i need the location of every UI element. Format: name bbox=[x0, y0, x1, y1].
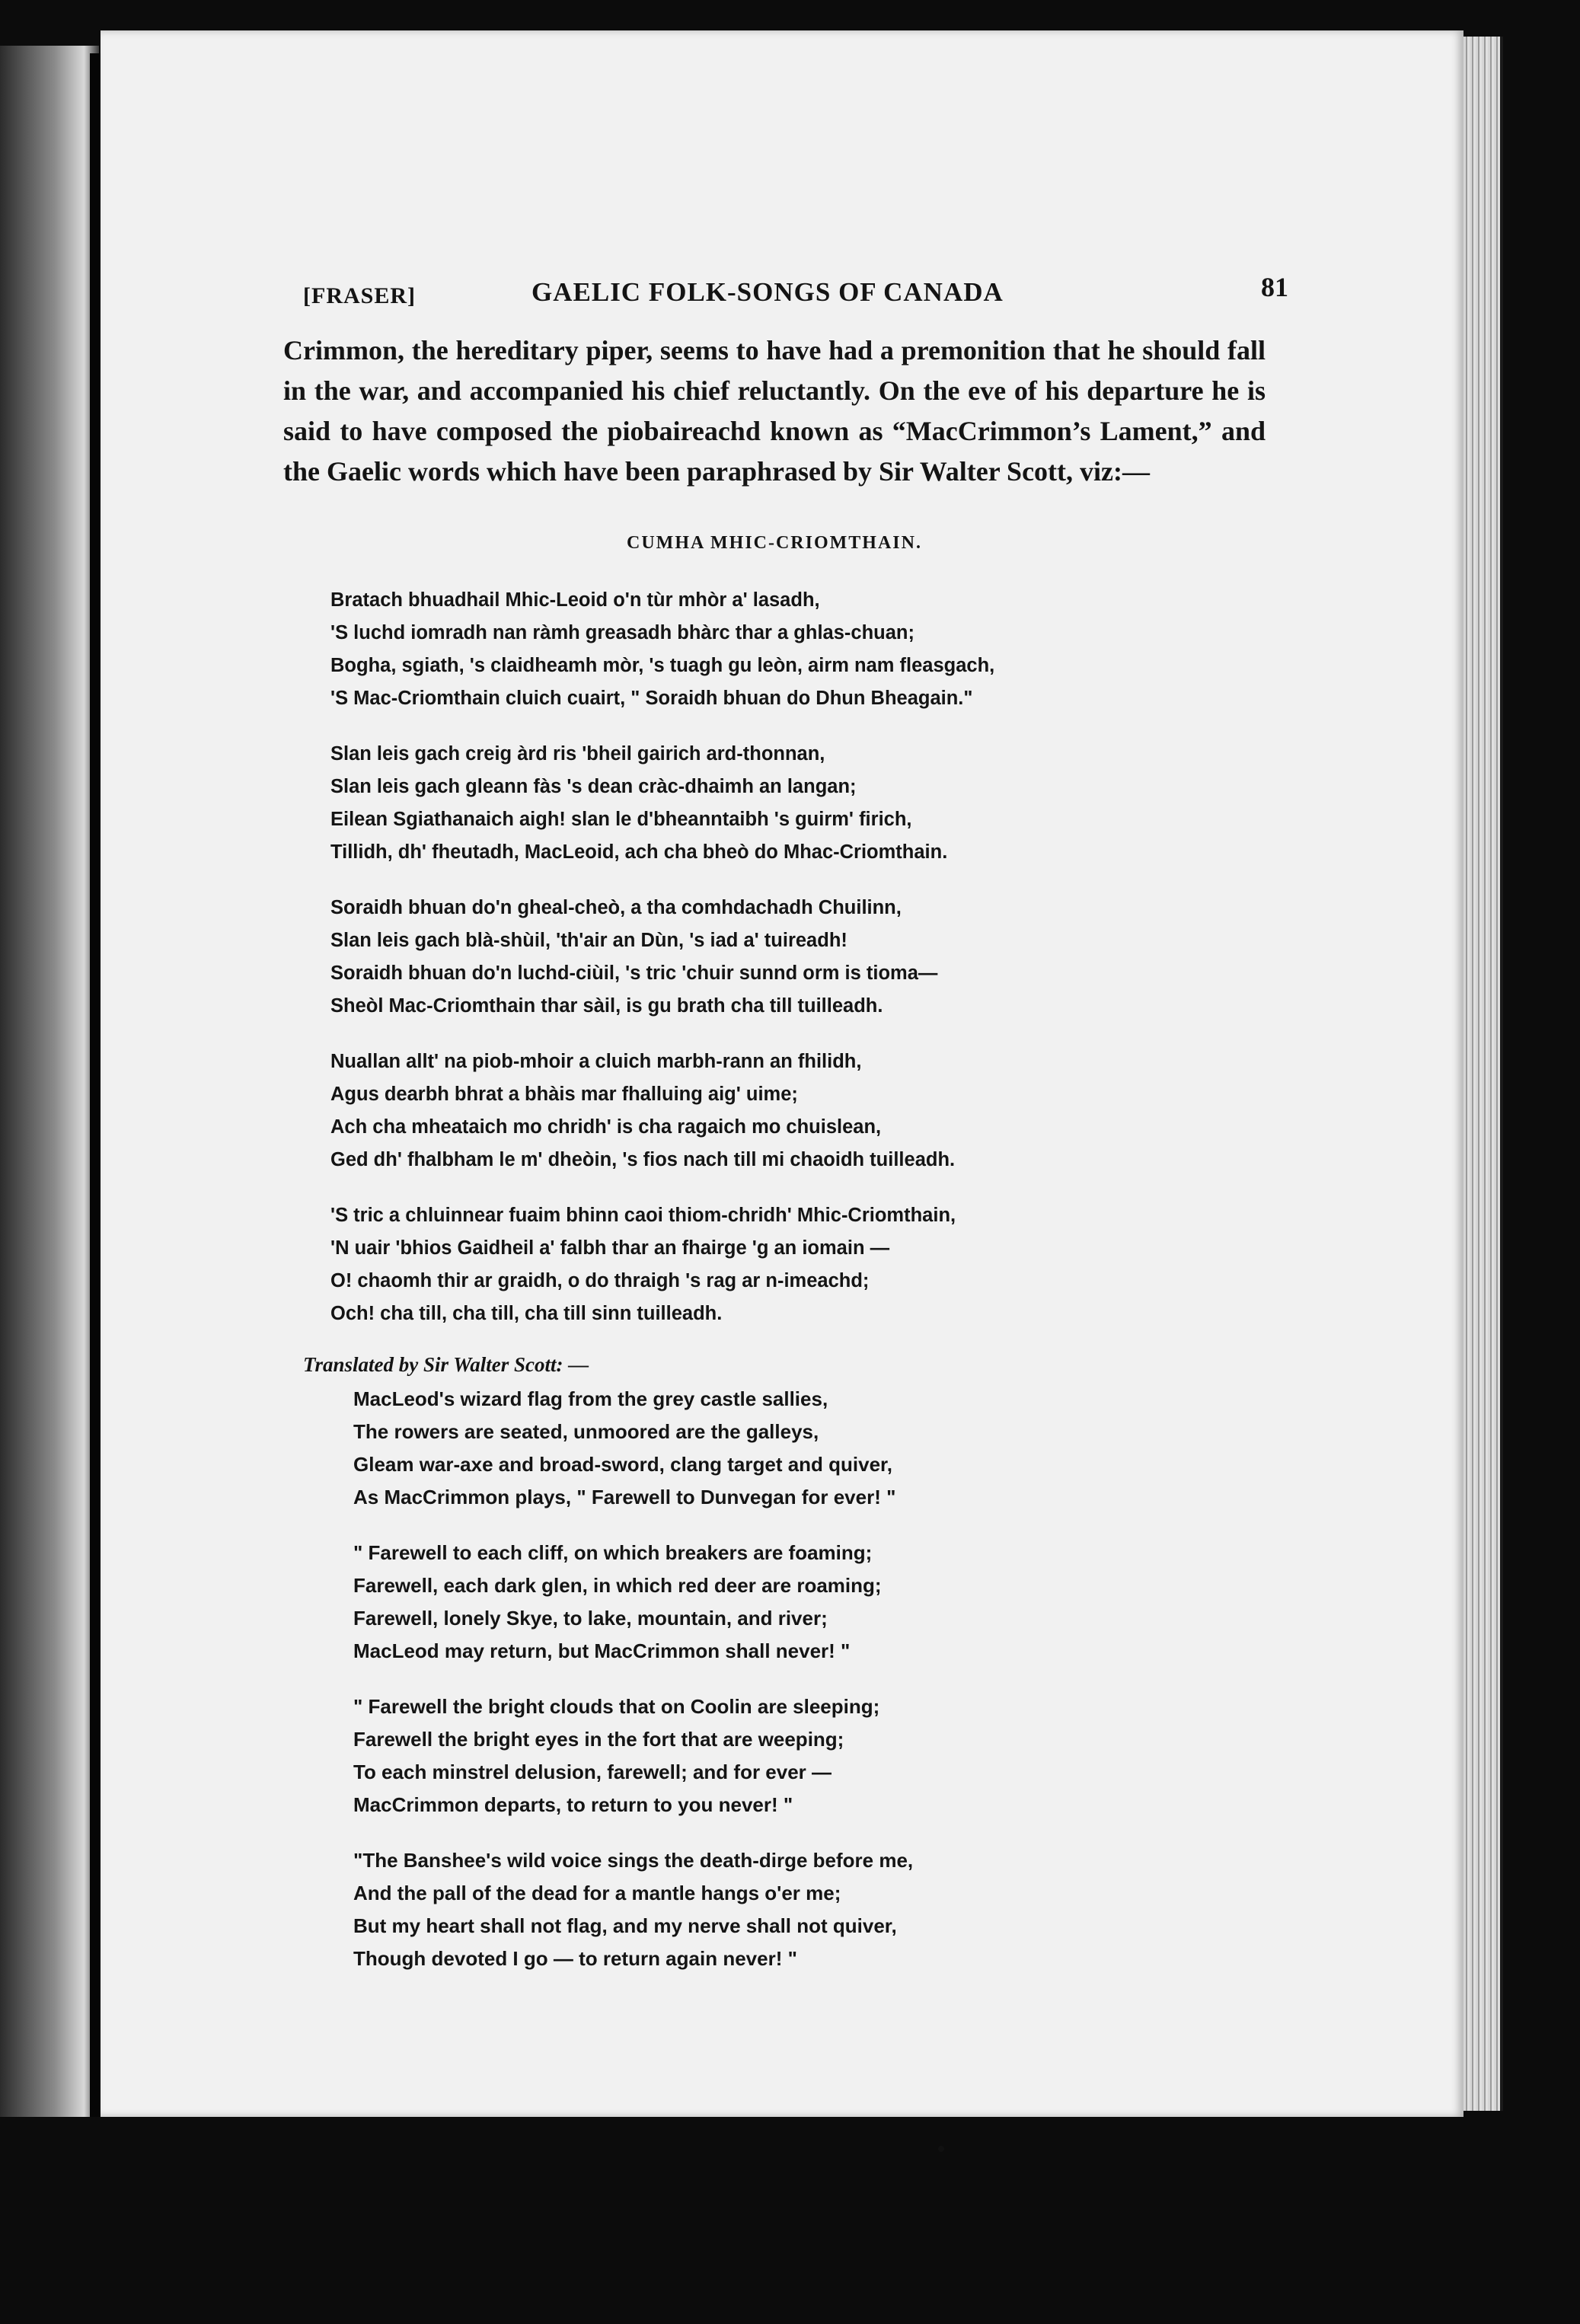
verse-line: Bratach bhuadhail Mhic-Leoid o'n tùr mhòr a' lasadh, bbox=[330, 589, 820, 611]
verse-line: Ach cha mheataich mo chridh' is cha ragaich mo chuislean, bbox=[330, 1116, 882, 1138]
verse-line: Slan leis gach blà-shùil, 'th'air an Dùn, 's iad a' tuireadh! bbox=[330, 930, 847, 951]
verse-line: Agus dearbh bhrat a bhàis mar fhalluing aig' uime; bbox=[330, 1084, 798, 1105]
verse-line: Slan leis gach creig àrd ris 'bheil gairich ard-thonnan, bbox=[330, 743, 825, 765]
verse-line: 'S Mac-Criomthain cluich cuairt, " Soraidh bhuan do Dhun Bheagain." bbox=[330, 688, 973, 709]
gaelic-stanza bbox=[330, 1199, 1266, 1330]
verse-line: Farewell, each dark glen, in which red deer are roaming; bbox=[353, 1574, 882, 1597]
poem-title: CUMHA MHIC-CRIOMTHAIN. bbox=[627, 533, 922, 553]
verse-line: Though devoted I go — to return again never! " bbox=[353, 1947, 797, 1970]
verse-line: MacLeod's wizard flag from the grey castle sallies, bbox=[353, 1387, 828, 1410]
english-stanza bbox=[353, 1537, 1266, 1668]
gaelic-stanza bbox=[330, 892, 1266, 1023]
verse-line: Tillidh, dh' fheutadh, MacLeoid, ach cha bheò do Mhac-Criomthain. bbox=[330, 841, 948, 863]
verse-line: Slan leis gach gleann fàs 's dean cràc-dhaimh an langan; bbox=[330, 776, 857, 797]
verse-line: 'S tric a chluinnear fuaim bhinn caoi thiom-chridh' Mhic-Criomthain, bbox=[330, 1205, 956, 1226]
verse-line: 'S luchd iomradh nan ràmh greasadh bhàrc thar a ghlas-chuan; bbox=[330, 622, 914, 643]
verse-line: As MacCrimmon plays, " Farewell to Dunvegan for ever! " bbox=[353, 1486, 896, 1508]
english-translation bbox=[283, 1383, 1266, 1975]
page-number: 81 bbox=[1261, 272, 1288, 302]
verse-line: Gleam war-axe and broad-sword, clang target and quiver, bbox=[353, 1453, 892, 1476]
english-stanza bbox=[353, 1690, 1266, 1821]
verse-line: The rowers are seated, unmoored are the galleys, bbox=[353, 1420, 819, 1443]
verse-line: And the pall of the dead for a mantle hangs o'er me; bbox=[353, 1882, 841, 1904]
verse-line: Eilean Sgiathanaich aigh! slan le d'bheanntaibh 's guirm' firich, bbox=[330, 809, 912, 830]
gaelic-stanza bbox=[330, 584, 1266, 715]
running-head-title: GAELIC FOLK-SONGS OF CANADA bbox=[531, 277, 1004, 307]
page-content bbox=[283, 267, 1288, 1998]
ink-speck bbox=[938, 2146, 944, 2152]
verse-line: Soraidh bhuan do'n gheal-cheò, a tha comhdachadh Chuilinn, bbox=[330, 897, 902, 918]
verse-line: Nuallan allt' na piob-mhoir a cluich marbh-rann an fhilidh, bbox=[330, 1051, 862, 1072]
book-gutter bbox=[90, 53, 101, 2117]
verse-line: " Farewell the bright clouds that on Coolin are sleeping; bbox=[353, 1695, 880, 1718]
verse-line: Farewell the bright eyes in the fort that are weeping; bbox=[353, 1728, 844, 1751]
translation-label: Translated by Sir Walter Scott: — bbox=[303, 1353, 589, 1376]
verse-line: MacLeod may return, but MacCrimmon shall never! " bbox=[353, 1639, 851, 1662]
running-head bbox=[283, 267, 1288, 312]
page-stack-edge bbox=[1463, 37, 1503, 2111]
gaelic-stanza bbox=[330, 738, 1266, 869]
verse-line: MacCrimmon departs, to return to you never! " bbox=[353, 1793, 793, 1816]
verse-line: "The Banshee's wild voice sings the death-dirge before me, bbox=[353, 1849, 914, 1872]
intro-paragraph: Crimmon, the hereditary piper, seems to have had a premonition that he should fall in the war, and accompanied his chief reluctantly. On the eve of his departure he is said to have composed the piobaireachd known as “MacCrimmon’s Lament,” and the Gaelic words which have been paraphrased by Sir Walter Scott, viz:— bbox=[283, 335, 1266, 487]
english-stanza bbox=[353, 1844, 1266, 1975]
verse-line: Soraidh bhuan do'n luchd-ciùil, 's tric 'chuir sunnd orm is tioma— bbox=[330, 962, 938, 984]
verse-line: Farewell, lonely Skye, to lake, mountain, and river; bbox=[353, 1607, 828, 1630]
verse-line: 'N uair 'bhios Gaidheil a' falbh thar an fhairge 'g an iomain — bbox=[330, 1237, 890, 1259]
gaelic-poem bbox=[283, 584, 1266, 1330]
verse-line: To each minstrel delusion, farewell; and for ever — bbox=[353, 1761, 832, 1783]
verse-line: Sheòl Mac-Criomthain thar sàil, is gu brath cha till tuilleadh. bbox=[330, 995, 883, 1017]
running-head-author: [FRASER] bbox=[303, 283, 416, 308]
gaelic-stanza bbox=[330, 1045, 1266, 1176]
verse-line: O! chaomh thir ar graidh, o do thraigh 's rag ar n-imeachd; bbox=[330, 1270, 870, 1291]
verse-line: Bogha, sgiath, 's claidheamh mòr, 's tuagh gu leòn, airm nam fleasgach, bbox=[330, 655, 995, 676]
verse-line: Ged dh' fhalbham le m' dheòin, 's fios nach till mi chaoidh tuilleadh. bbox=[330, 1149, 956, 1170]
english-stanza bbox=[353, 1383, 1266, 1514]
verse-line: " Farewell to each cliff, on which breakers are foaming; bbox=[353, 1541, 873, 1564]
verse-line: Och! cha till, cha till, cha till sinn tuilleadh. bbox=[330, 1303, 723, 1324]
left-page-spine bbox=[0, 46, 99, 2117]
verse-line: But my heart shall not flag, and my nerve shall not quiver, bbox=[353, 1914, 897, 1937]
